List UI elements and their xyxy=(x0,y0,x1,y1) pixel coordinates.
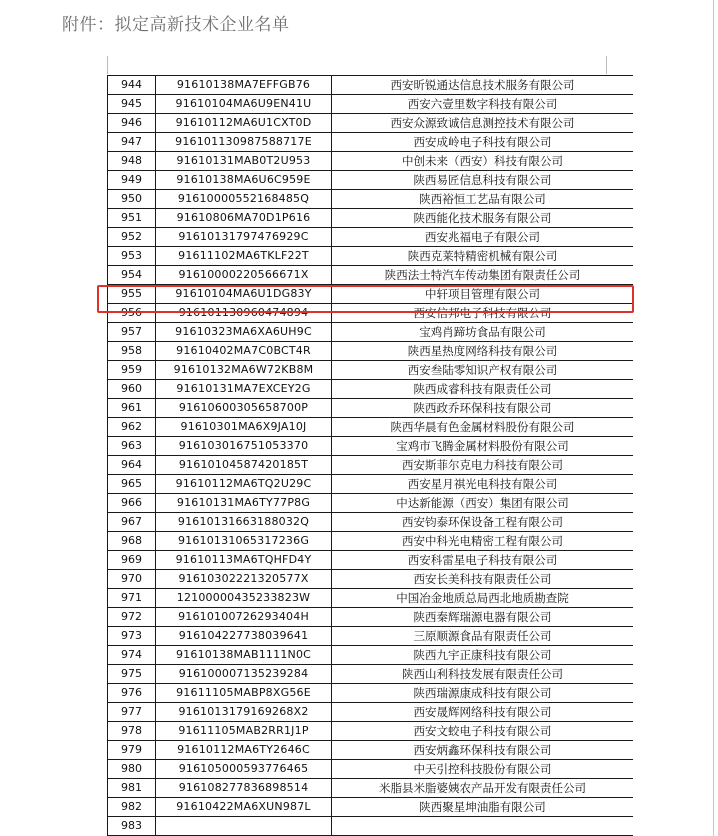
row-number-cell: 971 xyxy=(108,589,156,608)
table-row xyxy=(108,323,634,342)
row-number-cell: 979 xyxy=(108,741,156,760)
table-row xyxy=(108,418,634,437)
credit-code-cell: 916101130987588717E xyxy=(156,133,332,152)
credit-code-cell: 12100000435233823W xyxy=(156,589,332,608)
row-number-cell: 945 xyxy=(108,95,156,114)
company-name-cell: 陕西裕恒工艺品有限公司 xyxy=(332,190,634,209)
company-name-cell: 西安成岭电子科技有限公司 xyxy=(332,133,634,152)
table-row xyxy=(108,285,634,304)
credit-code-cell: 91610131065317236G xyxy=(156,532,332,551)
row-number-cell: 982 xyxy=(108,798,156,817)
row-number-cell: 981 xyxy=(108,779,156,798)
row-number-cell: 950 xyxy=(108,190,156,209)
credit-code-cell: 91610000552168485Q xyxy=(156,190,332,209)
row-number-cell: 967 xyxy=(108,513,156,532)
company-name-cell: 西安叁陆零知识产权有限公司 xyxy=(332,361,634,380)
company-name-cell: 宝鸡肖蹄坊食品有限公司 xyxy=(332,323,634,342)
company-name-cell: 宝鸡市飞腾金属材料股份有限公司 xyxy=(332,437,634,456)
row-number-cell: 959 xyxy=(108,361,156,380)
row-number-cell: 962 xyxy=(108,418,156,437)
table-row xyxy=(108,399,634,418)
company-name-cell: 西安炳鑫环保科技有限公司 xyxy=(332,741,634,760)
credit-code-cell: 916101130960474894 xyxy=(156,304,332,323)
company-name-cell: 陕西易匠信息科技有限公司 xyxy=(332,171,634,190)
row-number-cell: 957 xyxy=(108,323,156,342)
credit-code-cell xyxy=(156,817,332,836)
credit-code-cell: 91610402MA7C0BCT4R xyxy=(156,342,332,361)
table-row xyxy=(108,665,634,684)
row-number-cell: 968 xyxy=(108,532,156,551)
credit-code-cell: 91610422MA6XUN987L xyxy=(156,798,332,817)
credit-code-cell: 91610104587420185T xyxy=(156,456,332,475)
company-name-cell: 西安长美科技有限责任公司 xyxy=(332,570,634,589)
row-number-cell: 948 xyxy=(108,152,156,171)
row-number-cell: 969 xyxy=(108,551,156,570)
row-number-cell: 947 xyxy=(108,133,156,152)
credit-code-cell: 91610112MA6U1CXT0D xyxy=(156,114,332,133)
company-name-cell: 陕西山利科技发展有限责任公司 xyxy=(332,665,634,684)
row-number-cell: 977 xyxy=(108,703,156,722)
table-row xyxy=(108,190,634,209)
company-name-cell: 陕西瑞源康成科技有限公司 xyxy=(332,684,634,703)
company-name-cell: 西安众源致诚信息测控技术有限公司 xyxy=(332,114,634,133)
row-number-cell: 980 xyxy=(108,760,156,779)
table-row xyxy=(108,722,634,741)
table-row xyxy=(108,551,634,570)
row-number-cell: 974 xyxy=(108,646,156,665)
table-row xyxy=(108,456,634,475)
company-name-cell: 陕西星热度网络科技有限公司 xyxy=(332,342,634,361)
row-number-cell: 970 xyxy=(108,570,156,589)
company-name-cell: 中轩项目管理有限公司 xyxy=(332,285,634,304)
credit-code-cell: 91610104MA6U1DG83Y xyxy=(156,285,332,304)
company-name-cell: 西安中科光电精密工程有限公司 xyxy=(332,532,634,551)
table-row xyxy=(108,76,634,95)
credit-code-cell: 9161013179169268X2 xyxy=(156,703,332,722)
table-row xyxy=(108,513,634,532)
enterprise-table-wrapper xyxy=(107,75,633,836)
credit-code-cell: 91610600305658700P xyxy=(156,399,332,418)
page-title: 附件：拟定高新技术企业名单 xyxy=(62,15,290,35)
company-name-cell: 米脂县米脂婆姨农产品开发有限责任公司 xyxy=(332,779,634,798)
table-row xyxy=(108,361,634,380)
company-name-cell: 西安科雷星电子科技有限公司 xyxy=(332,551,634,570)
table-row xyxy=(108,475,634,494)
company-name-cell: 三原顺源食品有限责任公司 xyxy=(332,627,634,646)
credit-code-cell: 91611105MAB2RR1J1P xyxy=(156,722,332,741)
credit-code-cell: 91610131MA6TY77P8G xyxy=(156,494,332,513)
credit-code-cell: 916105000593776465 xyxy=(156,760,332,779)
row-number-cell: 983 xyxy=(108,817,156,836)
credit-code-cell: 91610131MA7EXCEY2G xyxy=(156,380,332,399)
row-number-cell: 975 xyxy=(108,665,156,684)
credit-code-cell: 91610113MA6TQHFD4Y xyxy=(156,551,332,570)
crop-mark-right xyxy=(606,56,607,74)
credit-code-cell: 91610112MA6TQ2U29C xyxy=(156,475,332,494)
row-number-cell: 960 xyxy=(108,380,156,399)
company-name-cell: 西安晟辉网络科技有限公司 xyxy=(332,703,634,722)
company-name-cell: 中天引控科技股份有限公司 xyxy=(332,760,634,779)
table-row xyxy=(108,532,634,551)
table-row xyxy=(108,684,634,703)
company-name-cell: 陕西华晨有色金属材料股份有限公司 xyxy=(332,418,634,437)
row-number-cell: 961 xyxy=(108,399,156,418)
credit-code-cell: 916108277836898514 xyxy=(156,779,332,798)
company-name-cell: 西安信邦电子科技有限公司 xyxy=(332,304,634,323)
row-number-cell: 973 xyxy=(108,627,156,646)
company-name-cell: 西安星月祺光电科技有限公司 xyxy=(332,475,634,494)
company-name-cell: 陕西秦辉瑞源电器有限公司 xyxy=(332,608,634,627)
table-row xyxy=(108,114,634,133)
row-number-cell: 978 xyxy=(108,722,156,741)
row-number-cell: 956 xyxy=(108,304,156,323)
company-name-cell: 西安兆福电子有限公司 xyxy=(332,228,634,247)
credit-code-cell: 91610301MA6X9JA10J xyxy=(156,418,332,437)
company-name-cell: 陕西九宇正康科技有限公司 xyxy=(332,646,634,665)
row-number-cell: 955 xyxy=(108,285,156,304)
table-row xyxy=(108,95,634,114)
credit-code-cell: 916100007135239284 xyxy=(156,665,332,684)
credit-code-cell: 91611105MABP8XG56E xyxy=(156,684,332,703)
company-name-cell: 中创未来（西安）科技有限公司 xyxy=(332,152,634,171)
table-row xyxy=(108,817,634,836)
table-row xyxy=(108,152,634,171)
row-number-cell: 958 xyxy=(108,342,156,361)
row-number-cell: 965 xyxy=(108,475,156,494)
credit-code-cell: 91610138MA7EFFGB76 xyxy=(156,76,332,95)
table-row xyxy=(108,760,634,779)
credit-code-cell: 91610806MA70D1P616 xyxy=(156,209,332,228)
company-name-cell: 陕西克莱特精密机械有限公司 xyxy=(332,247,634,266)
credit-code-cell: 91610138MA6U6C959E xyxy=(156,171,332,190)
table-row xyxy=(108,589,634,608)
table-row xyxy=(108,627,634,646)
enterprise-table xyxy=(107,75,633,836)
company-name-cell: 陕西聚星坤油脂有限公司 xyxy=(332,798,634,817)
row-number-cell: 952 xyxy=(108,228,156,247)
credit-code-cell: 916104227738039641 xyxy=(156,627,332,646)
company-name-cell: 西安钧泰环保设备工程有限公司 xyxy=(332,513,634,532)
enterprise-table-body xyxy=(108,76,634,836)
company-name-cell: 中达新能源（西安）集团有限公司 xyxy=(332,494,634,513)
row-number-cell: 964 xyxy=(108,456,156,475)
credit-code-cell: 91610323MA6XA6UH9C xyxy=(156,323,332,342)
credit-code-cell: 91610104MA6U9EN41U xyxy=(156,95,332,114)
company-name-cell: 中国冶金地质总局西北地质勘查院 xyxy=(332,589,634,608)
table-row xyxy=(108,798,634,817)
company-name-cell: 陕西法士特汽车传动集团有限责任公司 xyxy=(332,266,634,285)
table-row xyxy=(108,741,634,760)
company-name-cell: 西安昕锐通达信息技术服务有限公司 xyxy=(332,76,634,95)
credit-code-cell: 91610000220566671X xyxy=(156,266,332,285)
row-number-cell: 954 xyxy=(108,266,156,285)
row-number-cell: 966 xyxy=(108,494,156,513)
company-name-cell: 西安斯菲尔克电力科技有限公司 xyxy=(332,456,634,475)
credit-code-cell: 91610132MA6W72KB8M xyxy=(156,361,332,380)
credit-code-cell: 91610112MA6TY2646C xyxy=(156,741,332,760)
row-number-cell: 951 xyxy=(108,209,156,228)
company-name-cell: 陕西成睿科技有限责任公司 xyxy=(332,380,634,399)
company-name-cell: 陕西政乔环保科技有限公司 xyxy=(332,399,634,418)
table-row xyxy=(108,266,634,285)
table-row xyxy=(108,437,634,456)
table-row xyxy=(108,779,634,798)
row-number-cell: 949 xyxy=(108,171,156,190)
credit-code-cell: 91610138MAB1111N0C xyxy=(156,646,332,665)
table-row xyxy=(108,646,634,665)
table-row xyxy=(108,247,634,266)
table-row xyxy=(108,494,634,513)
table-row xyxy=(108,608,634,627)
credit-code-cell: 91610131663188032Q xyxy=(156,513,332,532)
table-row xyxy=(108,133,634,152)
row-number-cell: 953 xyxy=(108,247,156,266)
credit-code-cell: 91610131797476929C xyxy=(156,228,332,247)
table-row xyxy=(108,703,634,722)
crop-mark-left xyxy=(107,56,108,74)
table-row xyxy=(108,228,634,247)
company-name-cell: 西安六壹里数字科技有限公司 xyxy=(332,95,634,114)
row-number-cell: 944 xyxy=(108,76,156,95)
row-number-cell: 972 xyxy=(108,608,156,627)
credit-code-cell: 91610302221320577X xyxy=(156,570,332,589)
company-name-cell xyxy=(332,817,634,836)
credit-code-cell: 91610100726293404H xyxy=(156,608,332,627)
table-row xyxy=(108,570,634,589)
table-row xyxy=(108,380,634,399)
row-number-cell: 946 xyxy=(108,114,156,133)
page-edge-divider xyxy=(713,0,714,836)
company-name-cell: 陕西能化技术服务有限公司 xyxy=(332,209,634,228)
credit-code-cell: 91611102MA6TKLF22T xyxy=(156,247,332,266)
table-row xyxy=(108,304,634,323)
table-row xyxy=(108,171,634,190)
table-row xyxy=(108,209,634,228)
row-number-cell: 976 xyxy=(108,684,156,703)
credit-code-cell: 91610131MAB0T2U953 xyxy=(156,152,332,171)
table-row xyxy=(108,342,634,361)
credit-code-cell: 916103016751053370 xyxy=(156,437,332,456)
company-name-cell: 西安文蛟电子科技有限公司 xyxy=(332,722,634,741)
row-number-cell: 963 xyxy=(108,437,156,456)
